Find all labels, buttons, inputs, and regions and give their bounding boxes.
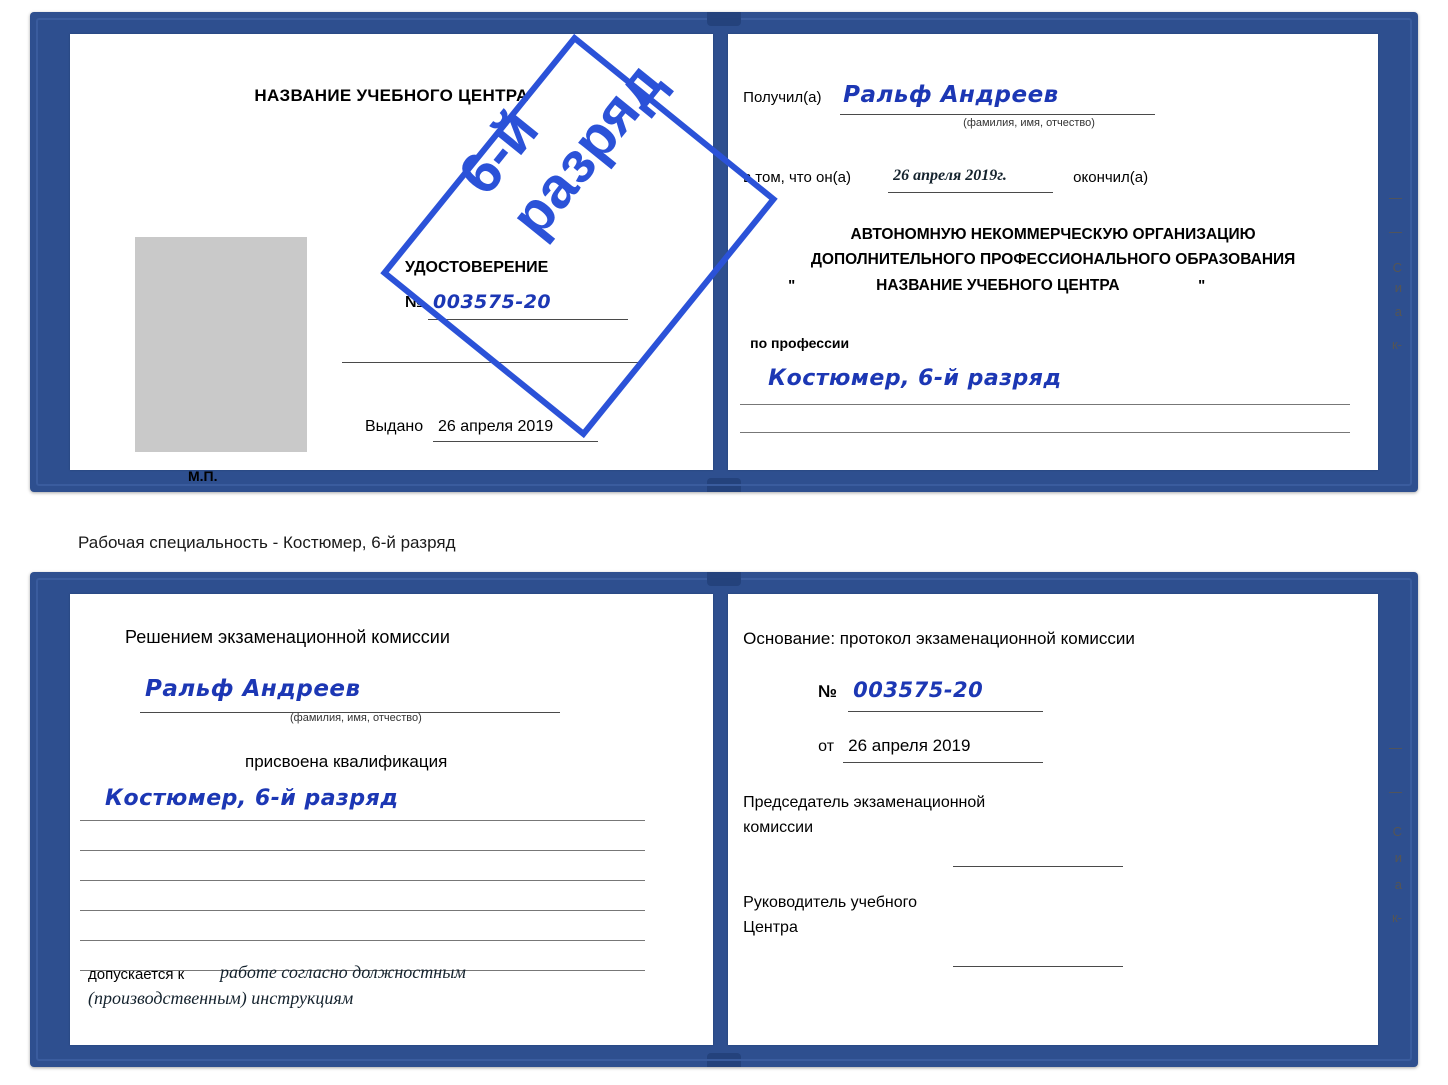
edge-mark-b5: к-	[1391, 910, 1402, 925]
quote-close: "	[1198, 277, 1206, 294]
student-name-value: Ральф Андреев	[145, 676, 361, 702]
edge-mark-b3: и	[1394, 850, 1402, 865]
edge-mark-3: и	[1394, 280, 1402, 295]
commission-decision-heading: Решением экзаменационной комиссии	[125, 627, 450, 647]
training-center-title: НАЗВАНИЕ УЧЕБНОГО ЦЕНТРА	[254, 86, 529, 105]
qualification-label: присвоена квалификация	[245, 752, 448, 771]
edge-mark-b4: а	[1394, 877, 1402, 892]
received-name-value: Ральф Андреев	[843, 82, 1059, 108]
number-sign: №	[405, 294, 423, 311]
completion-date-value: 26 апреля 2019г.	[893, 167, 1007, 184]
edge-mark-0: —	[1389, 190, 1402, 205]
head-label-line1: Руководитель учебного	[743, 894, 918, 911]
certificate-bottom-left-page	[70, 594, 713, 1045]
profession-label: по профессии	[750, 335, 850, 351]
protocol-date-label: от	[818, 738, 835, 755]
organization-line-1: АВТОНОМНУЮ НЕКОММЕРЧЕСКУЮ ОРГАНИЗАЦИЮ	[850, 226, 1256, 243]
page-caption: Рабочая специальность - Костюмер, 6-й разряд	[78, 533, 456, 552]
name-hint: (фамилия, имя, отчество)	[963, 117, 1095, 129]
name-hint-2: (фамилия, имя, отчество)	[290, 712, 422, 724]
qualification-value: Костюмер, 6-й разряд	[105, 786, 399, 811]
issued-label: Выдано	[365, 418, 424, 435]
chairman-label-line2: комиссии	[743, 819, 814, 836]
edge-mark-b2: С	[1392, 824, 1402, 839]
edge-mark-1: —	[1389, 224, 1402, 239]
certificate-top-left-page	[70, 34, 713, 484]
chairman-label-line1: Председатель экзаменационной	[743, 794, 986, 811]
certificate-bottom-right-page	[728, 594, 1378, 1045]
that-label: в том, что он(а)	[743, 169, 851, 186]
finished-label: окончил(а)	[1073, 169, 1149, 186]
photo-placeholder	[135, 237, 307, 452]
organization-name: НАЗВАНИЕ УЧЕБНОГО ЦЕНТРА	[876, 277, 1120, 294]
issued-date-value: 26 апреля 2019	[438, 418, 554, 435]
edge-mark-b0: —	[1389, 740, 1402, 755]
allowed-value-line2: (производственным) инструкциям	[88, 988, 354, 1008]
certificate-top-right-page	[728, 34, 1378, 470]
received-label: Получил(а)	[743, 89, 822, 106]
protocol-number-value: 003575-20	[853, 678, 984, 702]
document-kind-label: УДОСТОВЕРЕНИЕ	[405, 259, 549, 276]
stamp-label: М.П.	[188, 468, 218, 484]
edge-mark-5: к-	[1391, 337, 1402, 352]
allowed-label: допускается к	[88, 966, 185, 983]
certificate-bottom-book	[30, 572, 1418, 1067]
basis-label: Основание: протокол экзаменационной комиссии	[743, 629, 1135, 648]
allowed-value-line1: работе согласно должностным	[220, 962, 466, 982]
certificate-number-value: 003575-20	[433, 291, 552, 313]
organization-line-2: ДОПОЛНИТЕЛЬНОГО ПРОФЕССИОНАЛЬНОГО ОБРАЗОВАНИЯ	[810, 251, 1296, 268]
edge-mark-2: С	[1392, 260, 1402, 275]
edge-mark-b1: —	[1389, 784, 1402, 799]
certificate-top-book	[30, 12, 1418, 492]
head-label-line2: Центра	[743, 919, 798, 936]
protocol-number-sign: №	[818, 682, 838, 701]
protocol-date-value: 26 апреля 2019	[848, 736, 971, 755]
profession-value: Костюмер, 6-й разряд	[768, 366, 1062, 391]
edge-mark-4: а	[1394, 304, 1402, 319]
watermark-text: 6-й разряд	[445, 50, 676, 249]
quote-open: "	[788, 277, 796, 294]
